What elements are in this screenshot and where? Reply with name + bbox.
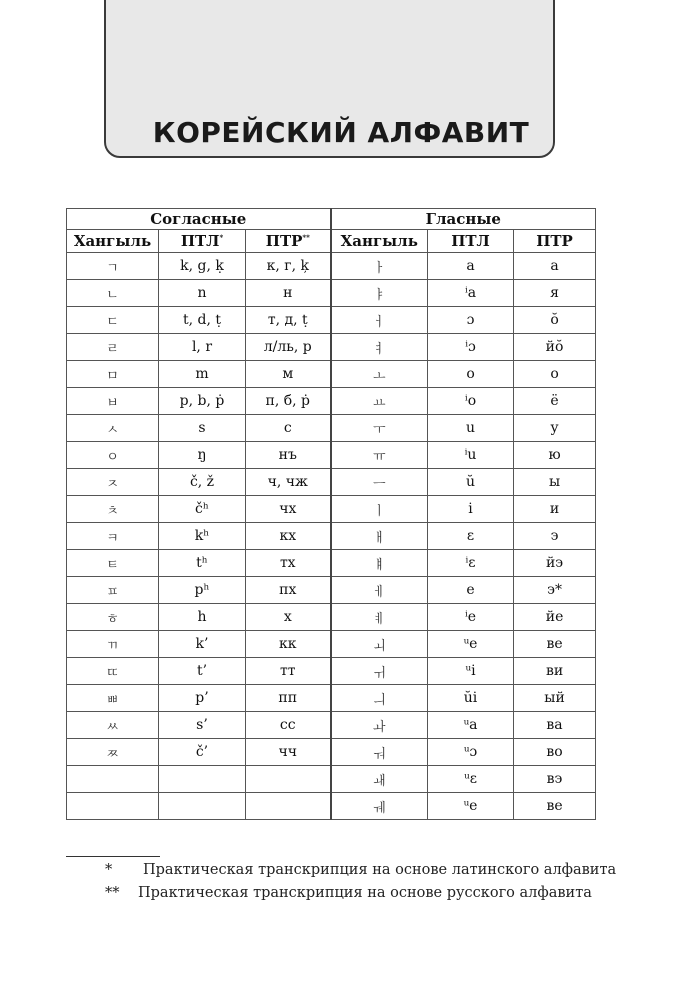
- consonant-ptl-cell: s: [159, 415, 246, 442]
- vowel-ptr-cell: ы: [514, 469, 596, 496]
- table-row: [67, 739, 596, 766]
- table-body: [67, 253, 596, 820]
- consonant-hangul-cell: ㄴ: [67, 280, 159, 307]
- consonant-ptl-cell: č’: [159, 739, 246, 766]
- consonant-ptr-cell: ч, чж: [246, 469, 331, 496]
- vowel-hangul-cell: ㅓ: [331, 307, 428, 334]
- table-row: [67, 469, 596, 496]
- vowel-ptl-cell: ᵘɛ: [428, 766, 514, 793]
- vowel-ptr-cell: ŏ: [514, 307, 596, 334]
- table-row: [67, 496, 596, 523]
- consonant-ptl-cell: k’: [159, 631, 246, 658]
- consonant-hangul-cell: ㅍ: [67, 577, 159, 604]
- vowel-ptl-cell: o: [428, 361, 514, 388]
- consonant-ptr-cell: н: [246, 280, 331, 307]
- consonant-ptl-cell: pʰ: [159, 577, 246, 604]
- vowel-ptl-cell: ⁱo: [428, 388, 514, 415]
- vowel-ptr-cell: а: [514, 253, 596, 280]
- col-ptr-vowel: ПТР: [514, 230, 596, 253]
- vowel-hangul-cell: ㅑ: [331, 280, 428, 307]
- vowel-ptl-cell: ⁱɔ: [428, 334, 514, 361]
- table-row: [67, 280, 596, 307]
- vowel-ptl-cell: i: [428, 496, 514, 523]
- footnote-divider: [66, 856, 160, 857]
- vowel-hangul-cell: ㅐ: [331, 523, 428, 550]
- vowel-ptr-cell: у: [514, 415, 596, 442]
- consonant-hangul-cell: ㅈ: [67, 469, 159, 496]
- consonant-ptr-cell: с: [246, 415, 331, 442]
- vowel-ptl-cell: a: [428, 253, 514, 280]
- vowel-ptl-cell: ɔ: [428, 307, 514, 334]
- consonant-ptl-cell: p, b, ṗ: [159, 388, 246, 415]
- vowels-header: Гласные: [331, 209, 596, 230]
- vowel-ptl-cell: ᵘa: [428, 712, 514, 739]
- vowel-ptl-cell: ŭi: [428, 685, 514, 712]
- footnote-2: ** Практическая транскрипция на основе русского алфавита: [105, 885, 592, 901]
- vowel-ptr-cell: ю: [514, 442, 596, 469]
- table-row: [67, 631, 596, 658]
- consonant-ptr-cell: тт: [246, 658, 331, 685]
- col-hangul-vowel: Хангыль: [331, 230, 428, 253]
- consonant-hangul-cell: ㄸ: [67, 658, 159, 685]
- consonant-ptl-cell: h: [159, 604, 246, 631]
- table-row: [67, 253, 596, 280]
- vowel-hangul-cell: ㅢ: [331, 685, 428, 712]
- footnote-1: * Практическая транскрипция на основе латинского алфавита: [105, 862, 617, 878]
- consonant-hangul-cell: ㄲ: [67, 631, 159, 658]
- consonant-ptl-cell: čʰ: [159, 496, 246, 523]
- vowel-hangul-cell: ㅠ: [331, 442, 428, 469]
- vowel-ptr-cell: я: [514, 280, 596, 307]
- vowel-ptr-cell: ви: [514, 658, 596, 685]
- consonant-ptl-cell: n: [159, 280, 246, 307]
- vowel-ptl-cell: e: [428, 577, 514, 604]
- consonant-ptr-cell: чх: [246, 496, 331, 523]
- vowel-ptr-cell: ё: [514, 388, 596, 415]
- col-ptl-consonant: ПТЛ*: [159, 230, 246, 253]
- vowel-ptr-cell: о: [514, 361, 596, 388]
- consonant-ptl-cell: kʰ: [159, 523, 246, 550]
- vowel-ptr-cell: йе: [514, 604, 596, 631]
- consonant-ptr-cell: нъ: [246, 442, 331, 469]
- page-title: КОРЕЙСКИЙ АЛФАВИТ: [152, 116, 530, 149]
- consonant-ptr-cell: [246, 766, 331, 793]
- vowel-ptr-cell: ве: [514, 631, 596, 658]
- table-row: [67, 442, 596, 469]
- vowel-ptr-cell: йŏ: [514, 334, 596, 361]
- vowel-ptl-cell: ⁱɛ: [428, 550, 514, 577]
- table-row: [67, 388, 596, 415]
- table-row: [67, 658, 596, 685]
- vowel-ptr-cell: ый: [514, 685, 596, 712]
- consonant-ptl-cell: m: [159, 361, 246, 388]
- table-group-header: [67, 209, 596, 230]
- consonant-ptr-cell: п, б, ṗ: [246, 388, 331, 415]
- consonant-ptl-cell: s’: [159, 712, 246, 739]
- table-row: [67, 577, 596, 604]
- consonant-hangul-cell: ㅃ: [67, 685, 159, 712]
- vowel-hangul-cell: ㅏ: [331, 253, 428, 280]
- vowel-ptr-cell: во: [514, 739, 596, 766]
- consonant-ptl-cell: č, ž: [159, 469, 246, 496]
- vowel-hangul-cell: ㅣ: [331, 496, 428, 523]
- vowel-hangul-cell: ㅔ: [331, 577, 428, 604]
- consonant-ptr-cell: кх: [246, 523, 331, 550]
- table-row: [67, 712, 596, 739]
- vowel-hangul-cell: ㅝ: [331, 739, 428, 766]
- vowel-hangul-cell: ㅜ: [331, 415, 428, 442]
- vowel-hangul-cell: ㅗ: [331, 361, 428, 388]
- consonant-hangul-cell: ㄷ: [67, 307, 159, 334]
- table-row: [67, 334, 596, 361]
- vowel-ptr-cell: ве: [514, 793, 596, 820]
- consonant-ptl-cell: t, d, ṭ: [159, 307, 246, 334]
- consonant-ptl-cell: p’: [159, 685, 246, 712]
- table-row: [67, 685, 596, 712]
- consonant-hangul-cell: ㅊ: [67, 496, 159, 523]
- consonant-hangul-cell: ㅁ: [67, 361, 159, 388]
- consonant-ptl-cell: ŋ: [159, 442, 246, 469]
- alphabet-table: [66, 208, 596, 820]
- consonant-ptr-cell: х: [246, 604, 331, 631]
- consonant-ptr-cell: пх: [246, 577, 331, 604]
- table-row: [67, 604, 596, 631]
- vowel-hangul-cell: ㅟ: [331, 658, 428, 685]
- consonant-ptr-cell: т, д, ṭ: [246, 307, 331, 334]
- consonants-header: Согласные: [67, 209, 331, 230]
- vowel-ptl-cell: ᵘe: [428, 793, 514, 820]
- consonant-ptr-cell: тх: [246, 550, 331, 577]
- vowel-ptl-cell: ᵘɔ: [428, 739, 514, 766]
- consonant-hangul-cell: ㄹ: [67, 334, 159, 361]
- vowel-hangul-cell: ㅞ: [331, 793, 428, 820]
- vowel-hangul-cell: ㅕ: [331, 334, 428, 361]
- vowel-hangul-cell: ㅙ: [331, 766, 428, 793]
- consonant-ptr-cell: [246, 793, 331, 820]
- vowel-hangul-cell: ㅡ: [331, 469, 428, 496]
- col-hangul-consonant: Хангыль: [67, 230, 159, 253]
- vowel-ptl-cell: ɛ: [428, 523, 514, 550]
- vowel-ptr-cell: ва: [514, 712, 596, 739]
- consonant-ptr-cell: м: [246, 361, 331, 388]
- consonant-hangul-cell: ㅆ: [67, 712, 159, 739]
- consonant-hangul-cell: [67, 766, 159, 793]
- vowel-hangul-cell: ㅘ: [331, 712, 428, 739]
- consonant-hangul-cell: ㅉ: [67, 739, 159, 766]
- vowel-ptr-cell: э: [514, 523, 596, 550]
- vowel-ptr-cell: э*: [514, 577, 596, 604]
- consonant-ptr-cell: чч: [246, 739, 331, 766]
- vowel-hangul-cell: ㅛ: [331, 388, 428, 415]
- consonant-ptr-cell: кк: [246, 631, 331, 658]
- vowel-hangul-cell: ㅖ: [331, 604, 428, 631]
- consonant-hangul-cell: [67, 793, 159, 820]
- vowel-ptl-cell: ᵘi: [428, 658, 514, 685]
- vowel-ptr-cell: и: [514, 496, 596, 523]
- vowel-ptl-cell: ⁱa: [428, 280, 514, 307]
- consonant-hangul-cell: ㅅ: [67, 415, 159, 442]
- consonant-ptr-cell: сс: [246, 712, 331, 739]
- consonant-ptr-cell: пп: [246, 685, 331, 712]
- consonant-ptl-cell: l, r: [159, 334, 246, 361]
- consonant-ptr-cell: л/ль, р: [246, 334, 331, 361]
- consonant-ptr-cell: к, г, ķ: [246, 253, 331, 280]
- consonant-ptl-cell: k, g, ḳ: [159, 253, 246, 280]
- vowel-ptl-cell: ⁱu: [428, 442, 514, 469]
- consonant-hangul-cell: ㄱ: [67, 253, 159, 280]
- table-row: [67, 307, 596, 334]
- consonant-hangul-cell: ㅌ: [67, 550, 159, 577]
- consonant-ptl-cell: [159, 793, 246, 820]
- table-row: [67, 550, 596, 577]
- vowel-ptl-cell: ⁱe: [428, 604, 514, 631]
- vowel-hangul-cell: ㅒ: [331, 550, 428, 577]
- vowel-hangul-cell: ㅚ: [331, 631, 428, 658]
- table-column-header: [67, 230, 596, 253]
- consonant-hangul-cell: ㅇ: [67, 442, 159, 469]
- consonant-hangul-cell: ㅂ: [67, 388, 159, 415]
- vowel-ptl-cell: u: [428, 415, 514, 442]
- table-row: [67, 793, 596, 820]
- col-ptl-vowel: ПТЛ: [428, 230, 514, 253]
- vowel-ptr-cell: вэ: [514, 766, 596, 793]
- consonant-hangul-cell: ㅋ: [67, 523, 159, 550]
- table-row: [67, 766, 596, 793]
- consonant-ptl-cell: [159, 766, 246, 793]
- vowel-ptl-cell: ᵘe: [428, 631, 514, 658]
- consonant-ptl-cell: tʰ: [159, 550, 246, 577]
- vowel-ptl-cell: ŭ: [428, 469, 514, 496]
- table-row: [67, 523, 596, 550]
- col-ptr-consonant: ПТР**: [246, 230, 331, 253]
- table-row: [67, 415, 596, 442]
- consonant-hangul-cell: ㅎ: [67, 604, 159, 631]
- table-row: [67, 361, 596, 388]
- vowel-ptr-cell: йэ: [514, 550, 596, 577]
- consonant-ptl-cell: t’: [159, 658, 246, 685]
